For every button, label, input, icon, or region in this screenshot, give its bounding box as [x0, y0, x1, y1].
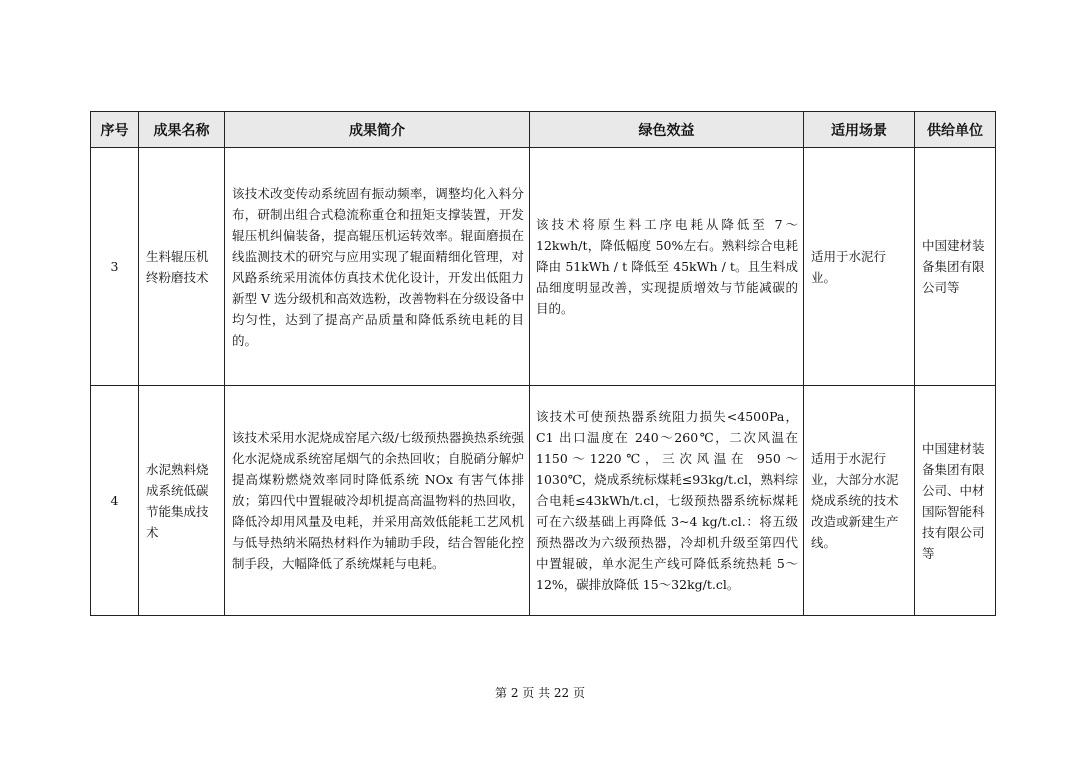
header-no: 序号 — [91, 112, 139, 148]
header-scene: 适用场景 — [804, 112, 915, 148]
header-supplier: 供给单位 — [915, 112, 996, 148]
table-row — [91, 386, 996, 616]
header-intro: 成果简介 — [225, 112, 530, 148]
cell-no: 4 — [91, 386, 139, 616]
header-benefit: 绿色效益 — [530, 112, 804, 148]
table-row — [91, 148, 996, 386]
cell-benefit: 该技术可使预热器系统阻力损失<4500Pa，C1 出口温度在 240～260℃，二次风温在 1150～1220℃，三次风温在 950～1030℃，烧成系统标煤耗≤93kg/t.cl，熟料综合电耗≤43kWh/t.cl，七级预热器系统标煤耗可在六级基础上再降低 3~4 kg/t.cl.：将五级预热器改为六级预热器，冷却机升级至第四代中置辊破，单水泥生产线可降低系统热耗 5～12%，碳排放降低 15～32kg/t.cl。 — [530, 386, 804, 616]
header-name: 成果名称 — [139, 112, 225, 148]
cell-no: 3 — [91, 148, 139, 386]
page-number: 第 2 页 共 22 页 — [495, 686, 585, 700]
cell-scene: 适用于水泥行业，大部分水泥烧成系统的技术改造或新建生产线。 — [804, 386, 915, 616]
cell-intro: 该技术改变传动系统固有振动频率，调整均化入料分布，研制出组合式稳流称重仓和扭矩支撑装置，开发辊压机纠偏装备，提高辊压机运转效率。辊面磨损在线监测技术的研究与应用实现了辊面精细化管理，对风路系统采用流体仿真技术优化设计，开发出低阻力新型 V 选分级机和高效选粉，改善物料在分级设备中均匀性，达到了提高产品质量和降低系统电耗的目的。 — [225, 148, 530, 386]
cell-benefit: 该技术将原生料工序电耗从降低至 7～12kwh/t，降低幅度 50%左右。熟料综合电耗降由 51kWh / t 降低至 45kWh / t。且生料成品细度明显改善，实现提质增效与节能减碳的目的。 — [530, 148, 804, 386]
achievements-table — [90, 111, 996, 616]
cell-supplier: 中国建材装备集团有限公司、中材国际智能科技有限公司等 — [915, 386, 996, 616]
cell-name: 生料辊压机终粉磨技术 — [139, 148, 225, 386]
cell-supplier: 中国建材装备集团有限公司等 — [915, 148, 996, 386]
cell-intro: 该技术采用水泥烧成窑尾六级/七级预热器换热系统强化水泥烧成系统窑尾烟气的余热回收；自脱硝分解炉提高煤粉燃烧效率同时降低系统 NOx 有害气体排放；第四代中置辊破冷却机提高高温物料的热回收，降低冷却用风量及电耗，并采用高效低能耗工艺风机与低导热纳米隔热材料作为辅助手段，结合智能化控制手段，大幅降低了系统煤耗与电耗。 — [225, 386, 530, 616]
table-header-row — [91, 112, 996, 148]
cell-scene: 适用于水泥行业。 — [804, 148, 915, 386]
cell-name: 水泥熟料烧成系统低碳节能集成技术 — [139, 386, 225, 616]
